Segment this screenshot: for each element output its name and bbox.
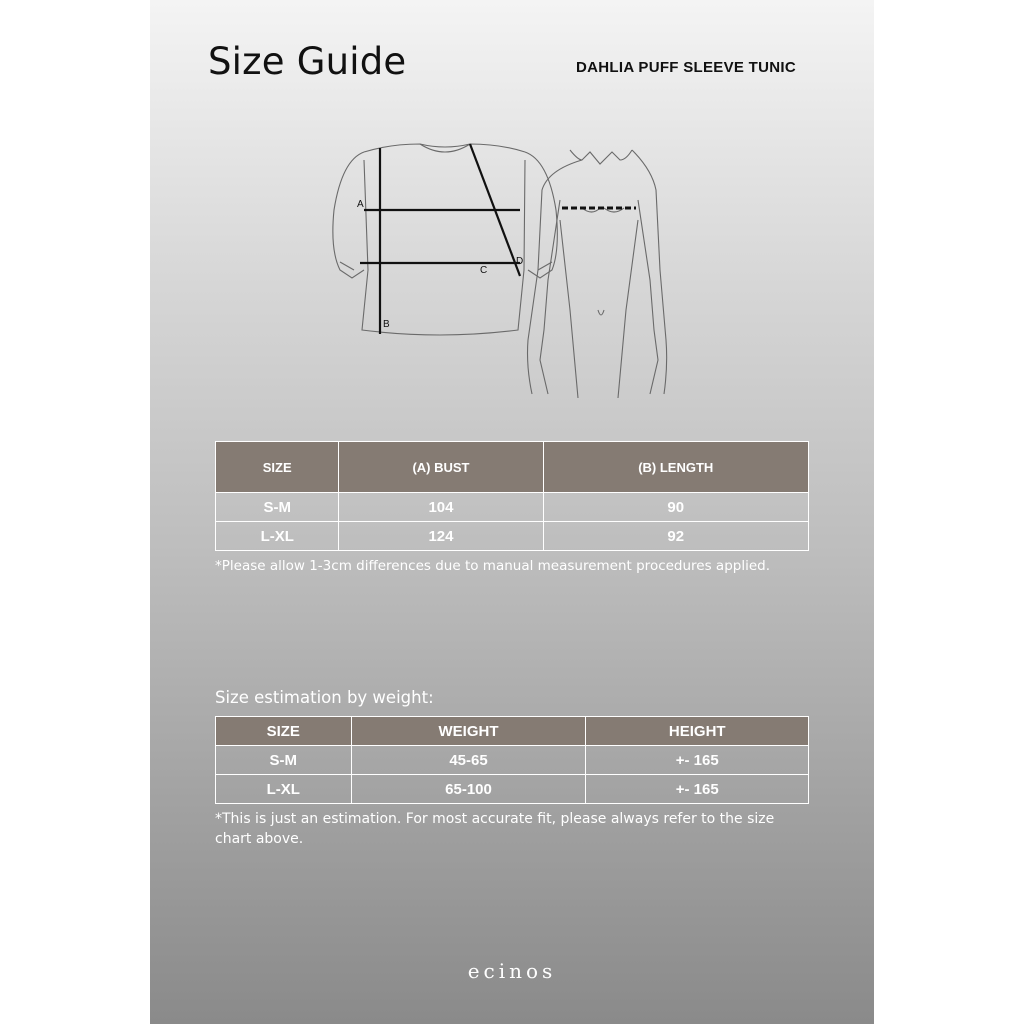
- table-cell: S-M: [216, 493, 339, 522]
- body-figure-sketch: [528, 150, 667, 398]
- table-cell: L-XL: [216, 522, 339, 551]
- column-header-size: SIZE: [216, 717, 352, 746]
- product-name: DAHLIA PUFF SLEEVE TUNIC: [576, 59, 796, 76]
- table-row: [216, 746, 809, 775]
- label-a: A: [357, 199, 364, 210]
- table-cell: S-M: [216, 746, 352, 775]
- table-header-row: [216, 442, 809, 493]
- size-chart-note: *Please allow 1-3cm differences due to manual measurement procedures applied.: [215, 558, 771, 574]
- table-cell: +- 165: [586, 746, 809, 775]
- label-b: B: [383, 319, 390, 330]
- tunic-sketch: [333, 144, 557, 335]
- table-cell: 90: [543, 493, 808, 522]
- table-row: [216, 775, 809, 804]
- table-cell: +- 165: [586, 775, 809, 804]
- table-cell: 124: [339, 522, 543, 551]
- table-cell: 45-65: [351, 746, 586, 775]
- column-header-size: SIZE: [216, 442, 339, 493]
- table-row: [216, 522, 809, 551]
- table-cell: 65-100: [351, 775, 586, 804]
- table-cell: 92: [543, 522, 808, 551]
- label-d: D: [516, 256, 524, 267]
- garment-measurement-diagram: [320, 130, 680, 410]
- size-guide-page: [150, 0, 874, 1024]
- column-header-length: (B) LENGTH: [543, 442, 808, 493]
- weight-chart-table: [215, 716, 809, 804]
- table-cell: L-XL: [216, 775, 352, 804]
- column-header-bust: (A) BUST: [339, 442, 543, 493]
- brand-logo: ecinos: [467, 959, 557, 983]
- table-row: [216, 493, 809, 522]
- measurement-lines: [360, 144, 520, 334]
- column-header-weight: WEIGHT: [351, 717, 586, 746]
- weight-chart-note: *This is just an estimation. For most accurate fit, please always refer to the size chart above.: [215, 811, 775, 847]
- column-header-height: HEIGHT: [586, 717, 809, 746]
- size-chart-table: [215, 441, 809, 551]
- weight-section-label: Size estimation by weight:: [215, 688, 434, 707]
- page-title: Size Guide: [208, 40, 407, 83]
- table-cell: 104: [339, 493, 543, 522]
- label-c: C: [480, 265, 488, 276]
- table-header-row: [216, 717, 809, 746]
